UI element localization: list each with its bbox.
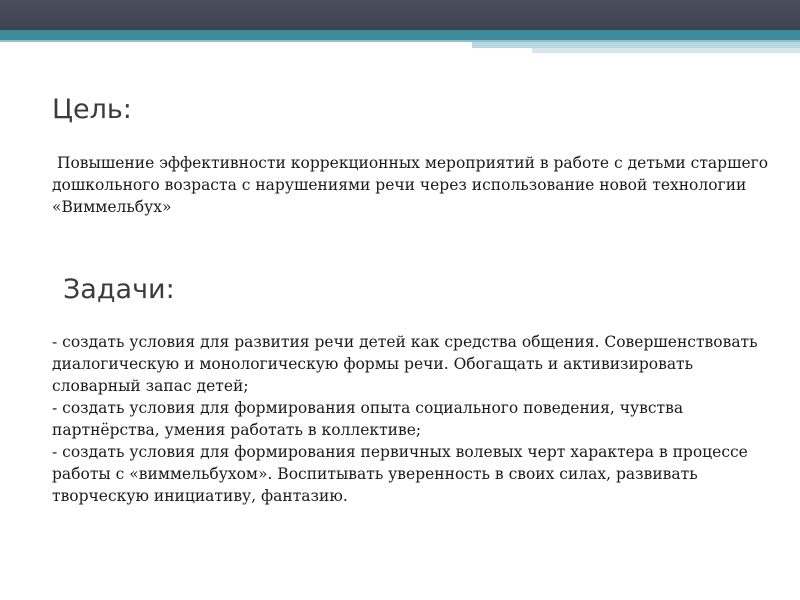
tasks-list [52,331,782,507]
goal-text: Повышение эффективности коррекционных мероприятий в работе с детьми старшего дошкольного возраста с нарушениями речи через использование новой технологии «Виммельбух» [52,154,774,216]
task-item: - создать условия для формирования первичных волевых черт характера в процессе работы с «виммельбухом». Воспитывать уверенность в своих силах, развивать творческую инициативу, фантазию. [52,443,748,505]
header-accent-bar-light [532,48,800,53]
task-item: - создать условия для формирования опыта социального поведения, чувства партнёрства, умения работать в коллективе; [52,399,684,439]
task-item: - создать условия для развития речи детей как средства общения. Совершенствовать диалогическую и монологическую формы речи. Обогащать и активизировать словарный запас детей; [52,333,758,395]
goal-heading: Цель: [52,94,132,125]
header-band-dark [0,0,800,30]
tasks-heading: Задачи: [63,274,175,305]
header-band-teal [0,30,800,40]
